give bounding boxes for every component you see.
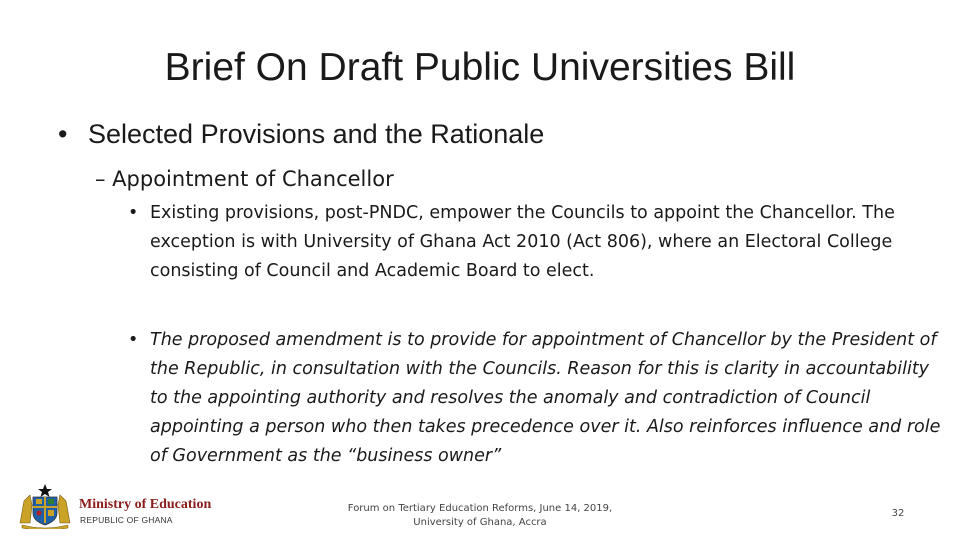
- ghana-coat-of-arms-icon: [16, 483, 74, 529]
- bullet-level3-existing: [128, 199, 944, 286]
- bullet-level3-proposed: [128, 326, 944, 471]
- footer-event-line2: University of Ghana, Accra: [413, 517, 547, 528]
- bullet-level3-text: The proposed amendment is to provide for appointment of Chancellor by the President of the Republic, in consultation with the Councils. Reason for this is clarity in accountability to the appointing authority and resolves the anomaly and contradiction of Council appointing a person who then takes precedence over it. Also reinforces influence and role of Government as the “business owner”: [150, 330, 941, 466]
- bullet-level2: – Appointment of Chancellor: [95, 167, 394, 191]
- ministry-logo: [16, 483, 226, 529]
- bullet-marker: •: [128, 330, 139, 350]
- bullet-level1: [58, 116, 544, 152]
- bullet-level3-text: Existing provisions, post-PNDC, empower the Councils to appoint the Chancellor. The exception is with University of Ghana Act 2010 (Act 806), where an Electoral College consisting of Council and Academic Board to elect.: [150, 203, 895, 281]
- page-number: 32: [891, 508, 905, 519]
- footer-event-line1: Forum on Tertiary Education Reforms, June 14, 2019,: [347, 503, 613, 514]
- bullet-marker: •: [128, 203, 139, 223]
- bullet-marker: •: [58, 119, 68, 149]
- logo-ministry-text: Ministry of Education: [79, 497, 212, 512]
- slide-title: Brief On Draft Public Universities Bill: [164, 46, 796, 89]
- footer-event: [330, 502, 630, 530]
- logo-republic-text: REPUBLIC OF GHANA: [80, 515, 173, 525]
- bullet-level1-text: Selected Provisions and the Rationale: [88, 119, 545, 149]
